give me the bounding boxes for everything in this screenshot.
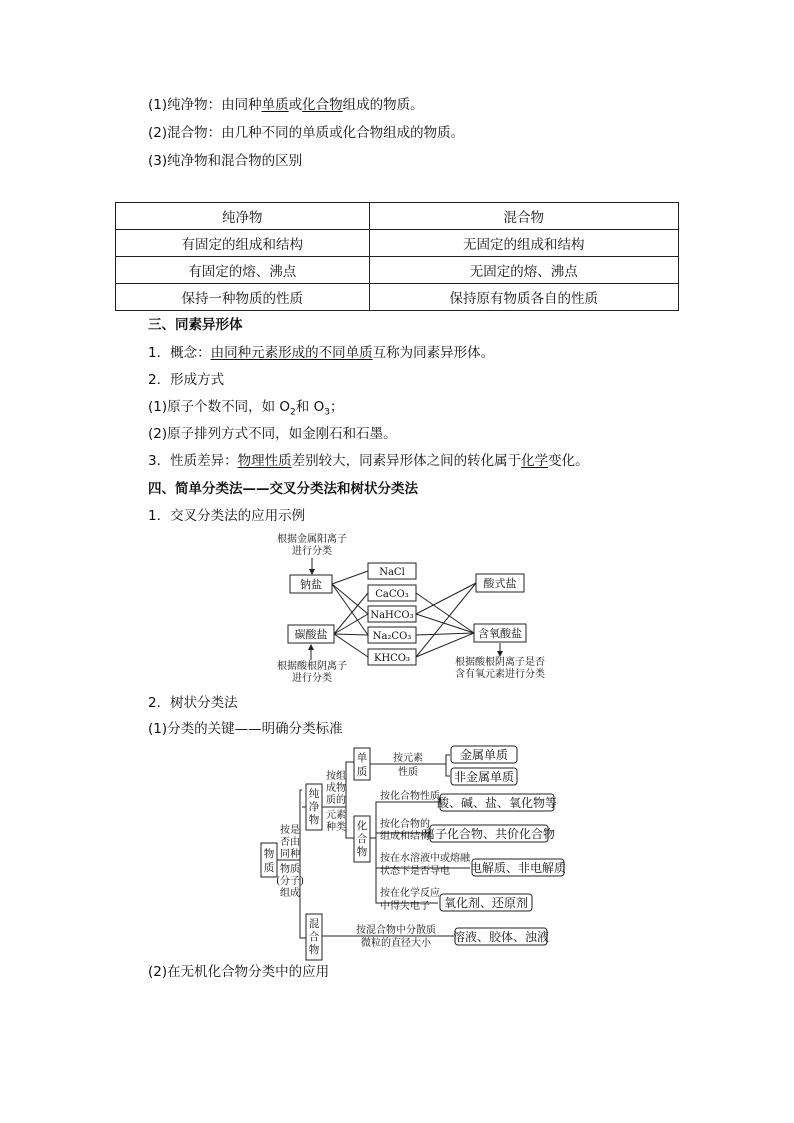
criteria-line: 中得失电子 bbox=[380, 901, 430, 912]
label-pure: 净 bbox=[308, 801, 320, 813]
label-acid-base-salt: 酸、碱、盐、氧化物等 bbox=[436, 796, 558, 810]
text-segment: 互称为同素异形体。 bbox=[372, 345, 495, 361]
label-na2co3: Na₂CO₃ bbox=[372, 631, 412, 642]
cross-classification-heading: 1．交叉分类法的应用示例 bbox=[148, 508, 306, 524]
label-element: 质 bbox=[356, 766, 368, 778]
table-cell: 无固定的熔、沸点 bbox=[369, 257, 678, 284]
criteria-line: 按混合物中分散质 bbox=[356, 925, 436, 936]
criteria-line: 质的 bbox=[326, 795, 346, 806]
difference-heading: (3)纯净物和混合物的区别 bbox=[148, 153, 303, 169]
criteria-line: 性质 bbox=[398, 767, 418, 778]
text-segment: (1)纯净物：由同种 bbox=[148, 97, 262, 113]
label-metal: 金属单质 bbox=[459, 748, 509, 762]
label-mixture: 混 bbox=[308, 918, 320, 930]
subscript: 3 bbox=[324, 407, 330, 418]
criteria-line: 组成 bbox=[280, 888, 300, 899]
bottom-right-note-line: 含有氧元素进行分类 bbox=[455, 669, 545, 680]
criteria-line: 状态下是否导电 bbox=[380, 866, 450, 877]
table-cell: 无固定的组成和结构 bbox=[369, 230, 678, 257]
bottom-left-note-line: 进行分类 bbox=[292, 673, 332, 684]
label-element: 单 bbox=[356, 752, 368, 764]
label-acid-salt: 酸式盐 bbox=[483, 577, 517, 590]
label-solution: 溶液、胶体、浊液 bbox=[452, 930, 550, 944]
tree-key-heading: (1)分类的关键——明确分类标准 bbox=[148, 721, 343, 737]
criteria-line: 微粒的直径大小 bbox=[361, 938, 431, 949]
formation-heading: 2．形成方式 bbox=[148, 372, 225, 388]
formation-example-2: (2)原子排列方式不同，如金刚石和石墨。 bbox=[148, 426, 397, 442]
criteria-line: 按在水溶液中或熔融 bbox=[380, 853, 470, 864]
label-mixture: 物 bbox=[308, 944, 320, 956]
text-segment: 3．性质差异： bbox=[148, 453, 238, 469]
label-pure: 物 bbox=[308, 814, 320, 826]
top-note-line: 根据金属阳离子 bbox=[277, 534, 347, 545]
table-cell: 有固定的组成和结构 bbox=[116, 230, 370, 257]
bottom-right-note-line: 根据酸根阴离子是否 bbox=[455, 657, 545, 668]
criteria-line: 按化合物性质 bbox=[380, 791, 440, 802]
text-segment: 变化。 bbox=[548, 453, 589, 469]
criteria-line: 按元素 bbox=[393, 753, 423, 764]
criteria-line: 成物 bbox=[326, 783, 346, 794]
label-root-2: 质 bbox=[263, 862, 275, 874]
underlined-term: 化学 bbox=[521, 453, 549, 469]
section-heading-allotropes: 三、同素异形体 bbox=[148, 317, 243, 333]
table-cell: 保持原有物质各自的性质 bbox=[369, 284, 678, 311]
underlined-term: 物理性质 bbox=[237, 453, 292, 469]
label-compound: 物 bbox=[356, 846, 368, 858]
criteria-line: 按在化学反应 bbox=[380, 888, 440, 899]
table-header: 混合物 bbox=[369, 203, 678, 230]
table-header: 纯净物 bbox=[116, 203, 370, 230]
criteria-line: 组成和结构 bbox=[380, 831, 430, 842]
label-mixture: 合 bbox=[308, 931, 320, 943]
criteria-line: 按化合物的 bbox=[380, 819, 430, 830]
label-nonmetal: 非金属单质 bbox=[453, 770, 515, 784]
label-oxyacid-salt: 含氧酸盐 bbox=[478, 627, 522, 640]
label-root-1: 物 bbox=[263, 848, 275, 860]
tree-classification-heading: 2．树状分类法 bbox=[148, 695, 238, 711]
mixture-definition: (2)混合物：由几种不同的单质或化合物组成的物质。 bbox=[148, 125, 465, 141]
text-segment: ； bbox=[329, 399, 344, 415]
criteria-line: 同种 bbox=[280, 849, 300, 860]
label-oxidant: 氧化剂、还原剂 bbox=[443, 896, 529, 910]
text-segment: 组成的物质。 bbox=[342, 97, 424, 113]
subscript: 2 bbox=[290, 407, 296, 418]
section-heading-classification: 四、简单分类法——交叉分类法和树状分类法 bbox=[148, 481, 418, 497]
label-compound: 化 bbox=[356, 820, 368, 832]
label-sodium-salt: 钠盐 bbox=[300, 578, 322, 591]
bottom-left-note-line: 根据酸根阴离子 bbox=[277, 661, 347, 672]
label-pure: 纯 bbox=[308, 788, 320, 800]
criteria-line: (分子) bbox=[276, 876, 304, 887]
table-cell: 有固定的熔、沸点 bbox=[116, 257, 370, 284]
top-note-line: 进行分类 bbox=[292, 546, 332, 557]
label-khco3: KHCO₃ bbox=[373, 653, 411, 664]
label-electrolyte: 电解质、非电解质 bbox=[469, 861, 567, 875]
label-ionic-covalent: 离子化合物、共价化合物 bbox=[422, 827, 556, 841]
text-segment: (1)原子个数不同，如 O bbox=[148, 399, 291, 415]
label-caco3: CaCO₃ bbox=[375, 589, 409, 600]
table-cell: 保持一种物质的性质 bbox=[116, 284, 370, 311]
label-carbonate: 碳酸盐 bbox=[294, 628, 328, 641]
criteria-line: 元素 bbox=[326, 810, 346, 821]
criteria-line: 按是 bbox=[280, 825, 300, 836]
criteria-line: 种类 bbox=[326, 822, 346, 833]
underlined-term: 化合物 bbox=[302, 97, 343, 113]
text-segment: 差别较大，同素异形体之间的转化属于 bbox=[291, 453, 522, 469]
criteria-line: 物质 bbox=[280, 864, 300, 875]
label-compound: 合 bbox=[356, 833, 368, 845]
underlined-term: 单质 bbox=[261, 97, 289, 113]
label-nacl: NaCl bbox=[379, 567, 405, 578]
label-nahco3: NaHCO₃ bbox=[370, 610, 414, 621]
text-segment: 和 O bbox=[295, 399, 325, 415]
inorganic-application-heading: (2)在无机化合物分类中的应用 bbox=[148, 964, 330, 980]
criteria-line: 按组 bbox=[326, 771, 346, 782]
underlined-term: 由同种元素形成的不同单质 bbox=[210, 345, 373, 361]
criteria-line: 否由 bbox=[280, 837, 300, 848]
text-segment: 1．概念： bbox=[148, 345, 211, 361]
text-segment: 或 bbox=[288, 97, 303, 113]
